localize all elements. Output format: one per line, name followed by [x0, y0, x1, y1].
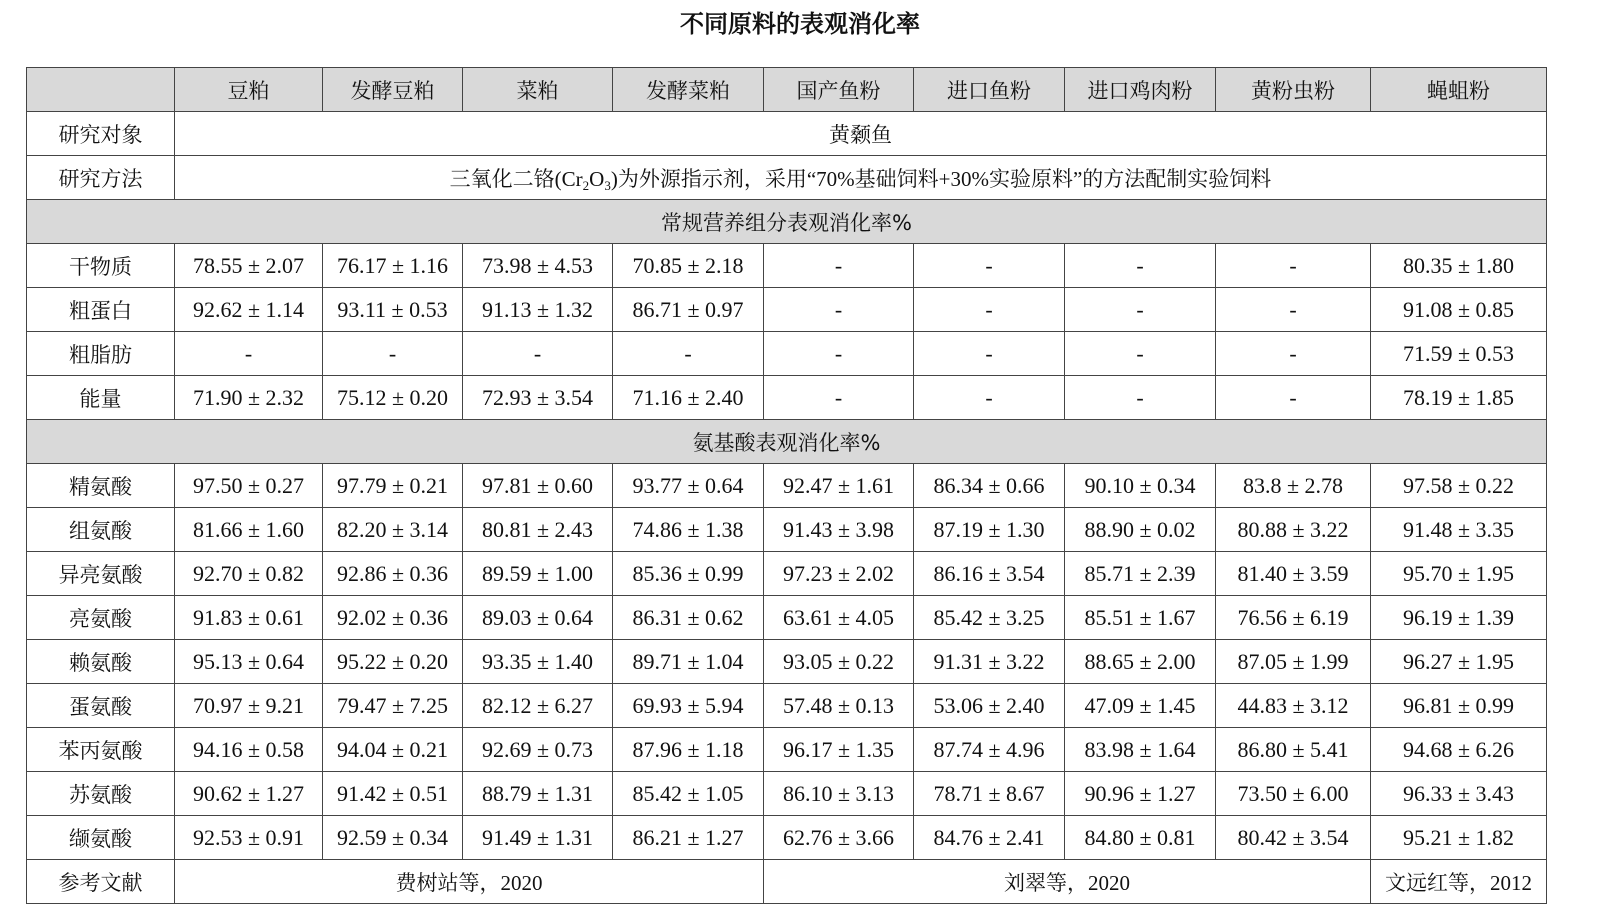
row-label: 参考文献: [27, 860, 175, 904]
col-header-soybean-meal: 豆粕: [175, 68, 323, 112]
table-cell: 95.22 ± 0.20: [323, 640, 463, 684]
table-cell: 92.62 ± 1.14: [175, 288, 323, 332]
table-cell: 62.76 ± 3.66: [764, 816, 914, 860]
table-cell: 86.16 ± 3.54: [914, 552, 1065, 596]
table-cell: 83.98 ± 1.64: [1065, 728, 1216, 772]
row-label: 蛋氨酸: [27, 684, 175, 728]
table-cell: 78.55 ± 2.07: [175, 244, 323, 288]
table-cell: 69.93 ± 5.94: [613, 684, 764, 728]
table-cell: 85.71 ± 2.39: [1065, 552, 1216, 596]
reference-liu: 刘翠等，2020: [764, 860, 1371, 904]
table-cell: 97.79 ± 0.21: [323, 464, 463, 508]
table-cell: -: [463, 332, 613, 376]
col-header-fermented-soybean-meal: 发酵豆粕: [323, 68, 463, 112]
header-row: [27, 68, 1547, 112]
table-cell: 85.36 ± 0.99: [613, 552, 764, 596]
references-row: [27, 860, 1547, 904]
table-cell: 97.81 ± 0.60: [463, 464, 613, 508]
table-cell: 88.79 ± 1.31: [463, 772, 613, 816]
digestibility-table: [26, 67, 1547, 904]
method-text-prefix: 三氧化二铬(Cr: [449, 166, 583, 191]
table-cell: 71.16 ± 2.40: [613, 376, 764, 420]
study-object-value: 黄颡鱼: [175, 112, 1547, 156]
table-cell: 71.90 ± 2.32: [175, 376, 323, 420]
table-cell: 78.71 ± 8.67: [914, 772, 1065, 816]
table-cell: -: [914, 288, 1065, 332]
table-cell: 93.35 ± 1.40: [463, 640, 613, 684]
table-cell: 91.48 ± 3.35: [1371, 508, 1547, 552]
table-cell: 92.47 ± 1.61: [764, 464, 914, 508]
table-cell: -: [1216, 244, 1371, 288]
row-label: 干物质: [27, 244, 175, 288]
table-cell: -: [1065, 332, 1216, 376]
table-cell: 91.43 ± 3.98: [764, 508, 914, 552]
col-header-domestic-fish-meal: 国产鱼粉: [764, 68, 914, 112]
row-label: 精氨酸: [27, 464, 175, 508]
table-cell: 78.19 ± 1.85: [1371, 376, 1547, 420]
table-cell: 96.27 ± 1.95: [1371, 640, 1547, 684]
table-cell: 93.77 ± 0.64: [613, 464, 764, 508]
table-cell: 71.59 ± 0.53: [1371, 332, 1547, 376]
table-cell: 96.19 ± 1.39: [1371, 596, 1547, 640]
table-cell: -: [914, 376, 1065, 420]
table-cell: -: [613, 332, 764, 376]
table-cell: -: [764, 244, 914, 288]
section-header-row: [27, 200, 1547, 244]
table-cell: 94.68 ± 6.26: [1371, 728, 1547, 772]
table-cell: 73.98 ± 4.53: [463, 244, 613, 288]
table-cell: 79.47 ± 7.25: [323, 684, 463, 728]
table-cell: -: [1216, 332, 1371, 376]
table-cell: -: [764, 332, 914, 376]
table-cell: 97.23 ± 2.02: [764, 552, 914, 596]
table-cell: 70.97 ± 9.21: [175, 684, 323, 728]
section-title-amino-acids: 氨基酸表观消化率%: [27, 420, 1547, 464]
table-cell: 88.90 ± 0.02: [1065, 508, 1216, 552]
table-cell: 87.96 ± 1.18: [613, 728, 764, 772]
table-cell: 94.16 ± 0.58: [175, 728, 323, 772]
table-cell: -: [764, 376, 914, 420]
col-header-mealworm-meal: 黄粉虫粉: [1216, 68, 1371, 112]
table-cell: 80.35 ± 1.80: [1371, 244, 1547, 288]
reference-fei: 费树站等，2020: [175, 860, 764, 904]
table-cell: 90.10 ± 0.34: [1065, 464, 1216, 508]
row-label: 粗蛋白: [27, 288, 175, 332]
table-row: [27, 552, 1547, 596]
row-label: 亮氨酸: [27, 596, 175, 640]
table-cell: 84.76 ± 2.41: [914, 816, 1065, 860]
table-cell: 91.49 ± 1.31: [463, 816, 613, 860]
col-header-imported-chicken-meal: 进口鸡肉粉: [1065, 68, 1216, 112]
table-cell: 90.96 ± 1.27: [1065, 772, 1216, 816]
table-cell: -: [1065, 288, 1216, 332]
table-cell: 95.70 ± 1.95: [1371, 552, 1547, 596]
row-label: 能量: [27, 376, 175, 420]
table-cell: -: [323, 332, 463, 376]
table-cell: 63.61 ± 4.05: [764, 596, 914, 640]
table-cell: 92.53 ± 0.91: [175, 816, 323, 860]
table-cell: 81.66 ± 1.60: [175, 508, 323, 552]
table-cell: 74.86 ± 1.38: [613, 508, 764, 552]
table-cell: 86.31 ± 0.62: [613, 596, 764, 640]
method-text-oxygen: O: [589, 166, 605, 191]
row-label: 苯丙氨酸: [27, 728, 175, 772]
table-cell: -: [1065, 244, 1216, 288]
table-cell: -: [764, 288, 914, 332]
table-cell: 84.80 ± 0.81: [1065, 816, 1216, 860]
table-cell: 83.8 ± 2.78: [1216, 464, 1371, 508]
table-cell: 88.65 ± 2.00: [1065, 640, 1216, 684]
table-cell: 80.81 ± 2.43: [463, 508, 613, 552]
row-label: 粗脂肪: [27, 332, 175, 376]
reference-wen: 文远红等，2012: [1371, 860, 1547, 904]
table-cell: -: [914, 332, 1065, 376]
table-cell: 76.56 ± 6.19: [1216, 596, 1371, 640]
table-cell: -: [1216, 288, 1371, 332]
table-cell: 93.05 ± 0.22: [764, 640, 914, 684]
header-corner: [27, 68, 175, 112]
table-cell: 91.42 ± 0.51: [323, 772, 463, 816]
table-cell: 89.03 ± 0.64: [463, 596, 613, 640]
table-cell: 86.10 ± 3.13: [764, 772, 914, 816]
table-cell: 89.59 ± 1.00: [463, 552, 613, 596]
table-cell: 95.21 ± 1.82: [1371, 816, 1547, 860]
table-cell: 93.11 ± 0.53: [323, 288, 463, 332]
section-amino-acids: [27, 464, 1547, 860]
table-cell: 72.93 ± 3.54: [463, 376, 613, 420]
table-cell: 92.86 ± 0.36: [323, 552, 463, 596]
table-cell: -: [1065, 376, 1216, 420]
method-text-suffix: )为外源指示剂，采用“70%基础饲料+30%实验原料”的方法配制实验饲料: [610, 166, 1272, 191]
table-cell: 95.13 ± 0.64: [175, 640, 323, 684]
table-cell: 87.19 ± 1.30: [914, 508, 1065, 552]
table-cell: 97.50 ± 0.27: [175, 464, 323, 508]
table-cell: -: [175, 332, 323, 376]
table-row: [27, 640, 1547, 684]
col-header-fermented-rapeseed-meal: 发酵菜粕: [613, 68, 764, 112]
table-row: [27, 508, 1547, 552]
table-row: [27, 376, 1547, 420]
col-header-rapeseed-meal: 菜粕: [463, 68, 613, 112]
table-cell: -: [914, 244, 1065, 288]
table-row: [27, 684, 1547, 728]
table-cell: 85.42 ± 3.25: [914, 596, 1065, 640]
row-label: 苏氨酸: [27, 772, 175, 816]
study-object-row: [27, 112, 1547, 156]
row-label: 缬氨酸: [27, 816, 175, 860]
table-cell: 92.70 ± 0.82: [175, 552, 323, 596]
table-cell: 73.50 ± 6.00: [1216, 772, 1371, 816]
table-row: [27, 596, 1547, 640]
table-row: [27, 728, 1547, 772]
table-row: [27, 816, 1547, 860]
row-label: 赖氨酸: [27, 640, 175, 684]
table-cell: 96.33 ± 3.43: [1371, 772, 1547, 816]
table-cell: 82.20 ± 3.14: [323, 508, 463, 552]
method-subscript-3: 3: [604, 177, 611, 193]
table-row: [27, 288, 1547, 332]
section-header-row: [27, 420, 1547, 464]
table-cell: 47.09 ± 1.45: [1065, 684, 1216, 728]
table-cell: 91.13 ± 1.32: [463, 288, 613, 332]
row-label: 研究方法: [27, 156, 175, 200]
table-cell: 76.17 ± 1.16: [323, 244, 463, 288]
table-cell: 91.08 ± 0.85: [1371, 288, 1547, 332]
table-cell: 92.02 ± 0.36: [323, 596, 463, 640]
table-cell: 89.71 ± 1.04: [613, 640, 764, 684]
study-method-value: [175, 156, 1547, 200]
table-cell: 91.83 ± 0.61: [175, 596, 323, 640]
table-cell: 57.48 ± 0.13: [764, 684, 914, 728]
table-cell: 86.71 ± 0.97: [613, 288, 764, 332]
table-title: 不同原料的表观消化率: [680, 10, 920, 38]
table-cell: 80.88 ± 3.22: [1216, 508, 1371, 552]
study-method-row: [27, 156, 1547, 200]
table-cell: -: [1216, 376, 1371, 420]
table-cell: 81.40 ± 3.59: [1216, 552, 1371, 596]
table-cell: 85.42 ± 1.05: [613, 772, 764, 816]
table-cell: 82.12 ± 6.27: [463, 684, 613, 728]
table-cell: 80.42 ± 3.54: [1216, 816, 1371, 860]
table-row: [27, 244, 1547, 288]
row-label: 研究对象: [27, 112, 175, 156]
table-cell: 86.80 ± 5.41: [1216, 728, 1371, 772]
col-header-maggot-meal: 蝇蛆粉: [1371, 68, 1547, 112]
table-cell: 87.74 ± 4.96: [914, 728, 1065, 772]
table-row: [27, 464, 1547, 508]
row-label: 组氨酸: [27, 508, 175, 552]
table-row: [27, 772, 1547, 816]
row-label: 异亮氨酸: [27, 552, 175, 596]
table-cell: 97.58 ± 0.22: [1371, 464, 1547, 508]
table-cell: 96.17 ± 1.35: [764, 728, 914, 772]
table-cell: 53.06 ± 2.40: [914, 684, 1065, 728]
section-title-nutrients: 常规营养组分表观消化率%: [27, 200, 1547, 244]
table-cell: 87.05 ± 1.99: [1216, 640, 1371, 684]
table-cell: 70.85 ± 2.18: [613, 244, 764, 288]
table-cell: 86.21 ± 1.27: [613, 816, 764, 860]
method-subscript-2: 2: [582, 177, 590, 193]
table-cell: 90.62 ± 1.27: [175, 772, 323, 816]
table-cell: 94.04 ± 0.21: [323, 728, 463, 772]
table-cell: 92.69 ± 0.73: [463, 728, 613, 772]
col-header-imported-fish-meal: 进口鱼粉: [914, 68, 1065, 112]
table-cell: 44.83 ± 3.12: [1216, 684, 1371, 728]
table-cell: 85.51 ± 1.67: [1065, 596, 1216, 640]
table-cell: 75.12 ± 0.20: [323, 376, 463, 420]
table-cell: 86.34 ± 0.66: [914, 464, 1065, 508]
table-cell: 96.81 ± 0.99: [1371, 684, 1547, 728]
section-nutrients: [27, 244, 1547, 420]
table-cell: 91.31 ± 3.22: [914, 640, 1065, 684]
table-row: [27, 332, 1547, 376]
table-cell: 92.59 ± 0.34: [323, 816, 463, 860]
